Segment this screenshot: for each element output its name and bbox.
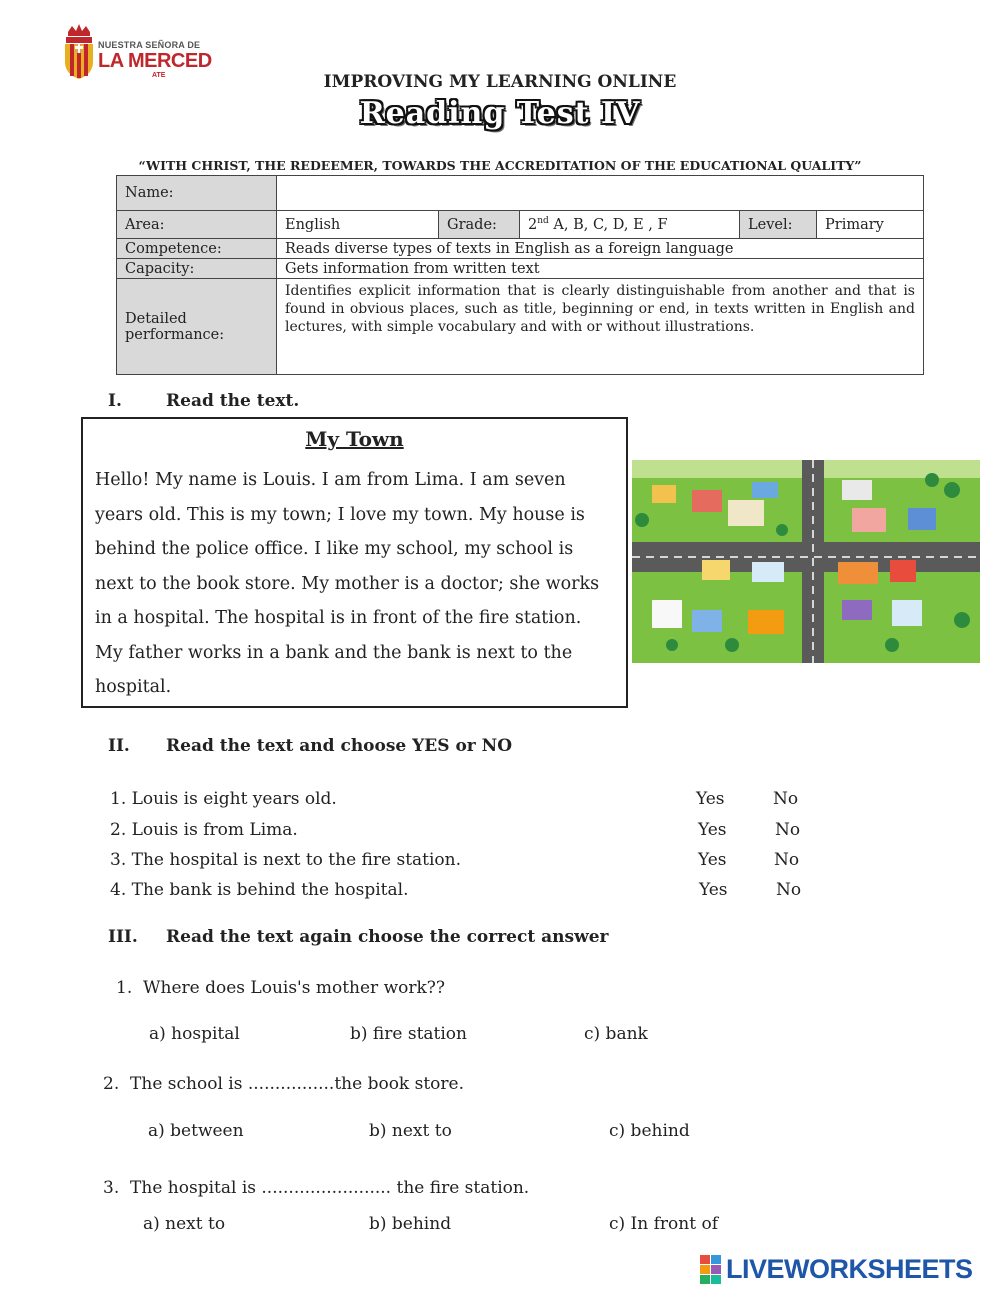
q2-option-a[interactable]: a) between (148, 1121, 244, 1141)
item-text: Louis is from Lima. (131, 820, 298, 840)
area-label: Area: (117, 211, 277, 239)
reading-text-box (81, 417, 628, 708)
q2-option-b[interactable]: b) next to (369, 1121, 452, 1141)
section-2-title: Read the text and choose YES or NO (166, 736, 513, 756)
section-1-heading (108, 391, 299, 411)
name-label: Name: (117, 176, 277, 211)
liveworksheets-badge-icon (700, 1255, 722, 1285)
q3-option-c[interactable]: c) In front of (609, 1214, 718, 1234)
worksheet-title: Reading Test IV (359, 96, 641, 131)
no-option-2[interactable]: No (775, 820, 801, 840)
question-number: 2. (103, 1074, 120, 1094)
item-text: The hospital is next to the fire station. (131, 850, 462, 870)
section-3-title: Read the text again choose the correct answer (166, 927, 609, 947)
q1-option-b[interactable]: b) fire station (350, 1024, 467, 1044)
yes-no-item-1 (110, 789, 337, 809)
capacity-value: Gets information from written text (277, 259, 924, 279)
q3-option-a[interactable]: a) next to (143, 1214, 226, 1234)
school-motto: “WITH CHRIST, THE REDEEMER, TOWARDS THE ACCREDITATION OF THE EDUCATIONAL QUALITY” (138, 158, 862, 173)
competence-value: Reads diverse types of texts in English as a foreign language (277, 239, 924, 259)
question-text: The hospital is ........................ the fire station. (130, 1178, 530, 1198)
grade-sections: A, B, C, D, E , F (548, 216, 668, 233)
question-2 (103, 1074, 464, 1094)
item-number: 4. (110, 880, 127, 900)
yes-option-1[interactable]: Yes (696, 789, 725, 809)
school-name-line1: NUESTRA SEÑORA DE (98, 40, 201, 50)
q3-option-b[interactable]: b) behind (369, 1214, 452, 1234)
worksheet-header: IMPROVING MY LEARNING ONLINE (323, 72, 677, 92)
item-text: Louis is eight years old. (131, 789, 337, 809)
capacity-label: Capacity: (117, 259, 277, 279)
level-label: Level: (740, 211, 817, 239)
yes-option-3[interactable]: Yes (698, 850, 727, 870)
section-1-title: Read the text. (166, 391, 300, 411)
no-option-4[interactable]: No (776, 880, 802, 900)
yes-no-item-3 (110, 850, 461, 870)
question-text: Where does Louis's mother work?? (143, 978, 446, 998)
item-number: 1. (110, 789, 127, 809)
grade-number: 2 (528, 216, 538, 233)
q1-option-a[interactable]: a) hospital (149, 1024, 240, 1044)
section-3-heading (108, 927, 608, 947)
no-option-3[interactable]: No (774, 850, 800, 870)
school-name-line2: LA MERCED (98, 50, 212, 72)
item-text: The bank is behind the hospital. (131, 880, 409, 900)
q2-option-c[interactable]: c) behind (609, 1121, 690, 1141)
level-value: Primary (817, 211, 924, 239)
no-option-1[interactable]: No (773, 789, 799, 809)
liveworksheets-logo (700, 1254, 995, 1286)
liveworksheets-brand: LIVEWORKSHEETS (726, 1254, 973, 1284)
q1-option-c[interactable]: c) bank (584, 1024, 648, 1044)
town-map-image (632, 460, 980, 663)
yes-no-item-2 (110, 820, 298, 840)
grade-label: Grade: (439, 211, 520, 239)
question-1 (116, 978, 445, 998)
question-number: 3. (103, 1178, 120, 1198)
name-field[interactable] (277, 176, 924, 211)
question-number: 1. (116, 978, 133, 998)
yes-option-4[interactable]: Yes (699, 880, 728, 900)
competence-label: Competence: (117, 239, 277, 259)
item-number: 3. (110, 850, 127, 870)
yes-option-2[interactable]: Yes (698, 820, 727, 840)
area-value: English (277, 211, 439, 239)
info-table (116, 175, 924, 375)
town-map-illustration (632, 460, 980, 663)
reading-title: My Town (305, 427, 404, 451)
question-3 (103, 1178, 529, 1198)
question-text: The school is ................the book store. (130, 1074, 465, 1094)
school-name-line3: ATE (152, 72, 166, 79)
performance-label: Detailed performance: (117, 279, 277, 375)
item-number: 2. (110, 820, 127, 840)
grade-suffix: nd (537, 216, 549, 227)
grade-value (520, 211, 740, 239)
section-1-number: I. (108, 391, 122, 411)
section-3-number: III. (108, 927, 138, 947)
section-2-heading (108, 736, 512, 756)
section-2-number: II. (108, 736, 130, 756)
reading-body: Hello! My name is Louis. I am from Lima. I am seven years old. This is my town; I love my town. My house is behind the police office. I like my school, my school is next to the book store. My mother is a doctor; she works in a hospital. The hospital is in front of the fire station. My father works in a bank and the bank is next to the hospital. (95, 470, 600, 697)
yes-no-item-4 (110, 880, 408, 900)
performance-value: Identifies explicit information that is clearly distinguishable from another and that is found in obvious places, such as title, beginning or end, in texts written in English and lectures, with simple vocabulary and with or without illustrations. (277, 279, 924, 375)
